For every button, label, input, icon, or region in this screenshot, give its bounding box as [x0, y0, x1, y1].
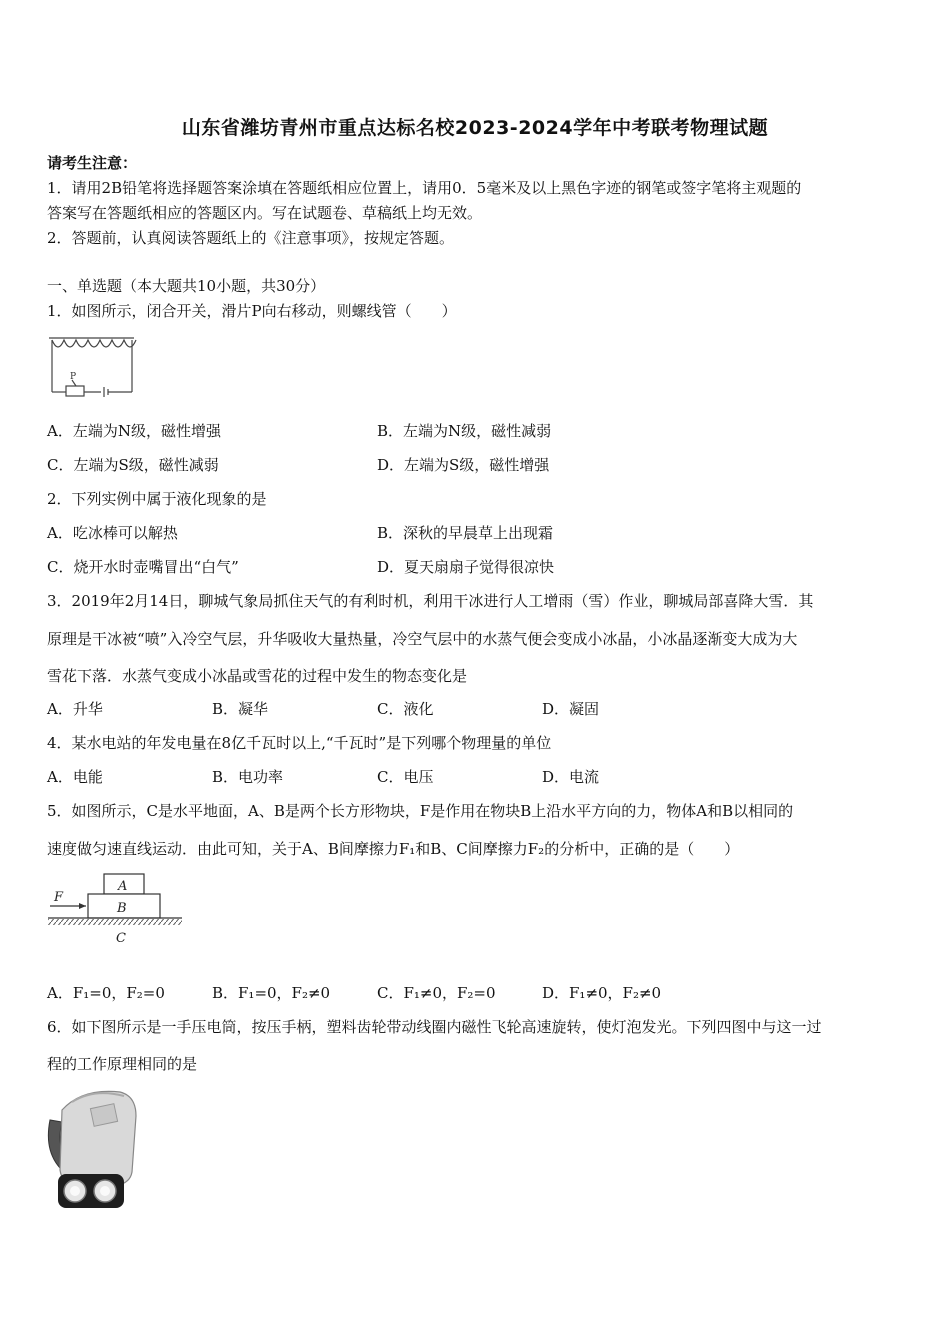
q2-option-c: C．烧开水时壶嘴冒出“白气” [47, 558, 239, 576]
q2-stem: 2．下列实例中属于液化现象的是 [47, 490, 267, 508]
hand-flashlight-image [44, 1080, 144, 1218]
q4-stem: 4．某水电站的年发电量在8亿千瓦时以上,“千瓦时”是下列哪个物理量的单位 [47, 734, 552, 752]
q3-line-2: 原理是干冰被“喷”入冷空气层，升华吸收大量热量，冷空气层中的水蒸气便会变成小冰晶，小冰晶逐渐变大成为大 [47, 630, 798, 648]
q4-option-a: A．电能 [47, 768, 103, 786]
q5-option-a: A．F₁=0，F₂=0 [47, 984, 165, 1002]
q5-figure-label-a: A [118, 879, 128, 894]
q4-option-b: B．电功率 [212, 768, 284, 786]
q5-figure-label-b: B [117, 901, 127, 916]
q2-option-a: A．吃冰棒可以解热 [47, 524, 178, 542]
q5-line-1: 5．如图所示，C是水平地面，A、B是两个长方形物块，F是作用在物块B上沿水平方向的力，物体A和B以相同的 [47, 802, 794, 820]
q1-figure-label-p: P [70, 372, 77, 382]
notice-item-2: 2．答题前，认真阅读答题纸上的《注意事项》，按规定答题。 [47, 229, 455, 247]
notice-heading: 请考生注意： [47, 154, 138, 172]
q6-line-1: 6．如下图所示是一手压电筒，按压手柄，塑料齿轮带动线圈内磁性飞轮高速旋转，使灯泡发光。下列四图中与这一过 [47, 1018, 822, 1036]
q1-option-b: B．左端为N级，磁性减弱 [377, 422, 552, 440]
q6-line-2: 程的工作原理相同的是 [47, 1055, 198, 1073]
blocks-friction-figure [46, 868, 184, 948]
q5-option-d: D．F₁≠0，F₂≠0 [542, 984, 662, 1002]
page-title: 山东省潍坊青州市重点达标名校2023-2024学年中考联考物理试题 [181, 117, 769, 139]
q1-option-a: A．左端为N级，磁性增强 [47, 422, 221, 440]
q3-option-a: A．升华 [47, 700, 103, 718]
q3-option-c: C．液化 [377, 700, 434, 718]
q4-option-d: D．电流 [542, 768, 600, 786]
section-heading: 一、单选题（本大题共10小题，共30分） [47, 277, 326, 295]
solenoid-circuit-figure [46, 330, 138, 402]
q3-line-3: 雪花下落．水蒸气变成小冰晶或雪花的过程中发生的物态变化是 [47, 667, 468, 685]
q1-option-d: D．左端为S级，磁性增强 [377, 456, 550, 474]
notice-item-1-line-1: 1．请用2B铅笔将选择题答案涂填在答题纸相应位置上，请用0．5毫米及以上黑色字迹的钢笔或签字笔将主观题的 [47, 179, 802, 197]
q3-line-1: 3．2019年2月14日，聊城气象局抓住天气的有利时机，利用干冰进行人工增雨（雪）作业，聊城局部喜降大雪．其 [47, 592, 814, 610]
q5-figure-label-c: C [116, 931, 126, 946]
q2-option-d: D．夏天扇扇子觉得很凉快 [377, 558, 555, 576]
q1-option-c: C．左端为S级，磁性减弱 [47, 456, 219, 474]
q5-option-b: B．F₁=0，F₂≠0 [212, 984, 331, 1002]
q3-option-b: B．凝华 [212, 700, 269, 718]
q1-stem: 1．如图所示，闭合开关，滑片P向右移动，则螺线管（ ） [47, 302, 457, 320]
q5-line-2: 速度做匀速直线运动．由此可知，关于A、B间摩擦力F₁和B、C间摩擦力F₂的分析中，正确的是（ ） [47, 840, 740, 858]
q5-figure-label-f: F [54, 890, 64, 905]
q2-option-b: B．深秋的早晨草上出现霜 [377, 524, 554, 542]
q5-option-c: C．F₁≠0，F₂=0 [377, 984, 496, 1002]
q3-option-d: D．凝固 [542, 700, 600, 718]
notice-item-1-line-2: 答案写在答题纸相应的答题区内。写在试题卷、草稿纸上均无效。 [47, 204, 483, 222]
q4-option-c: C．电压 [377, 768, 434, 786]
